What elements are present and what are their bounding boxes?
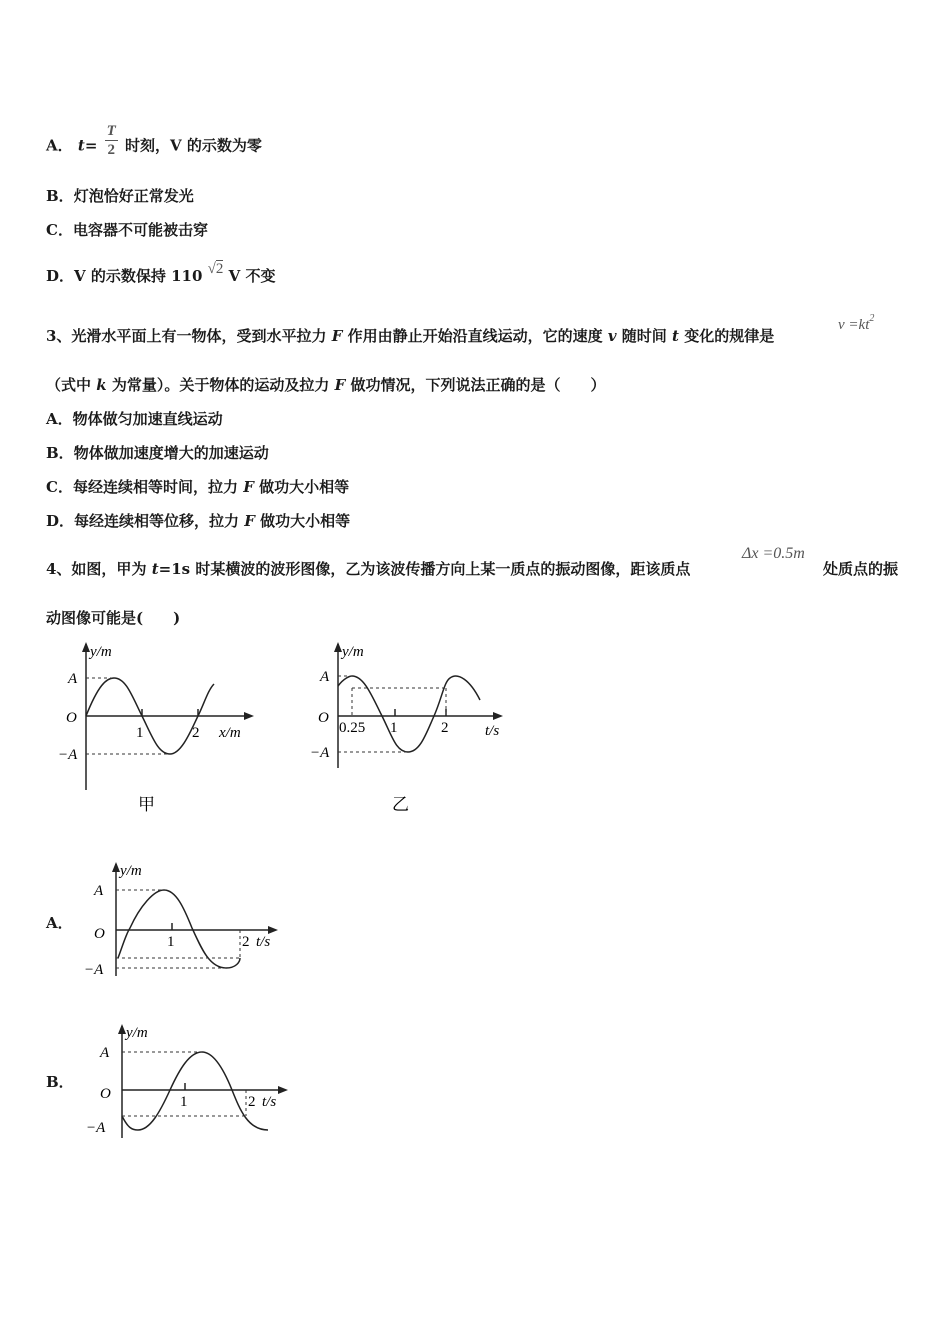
- q4-stem-line1: [46, 559, 690, 579]
- origin-label: O: [318, 710, 329, 726]
- q3-option-b: [46, 443, 269, 463]
- option-text: 每经连续相等位移，拉力: [74, 512, 240, 530]
- delta-x-formula: Δx =0.5m: [742, 545, 805, 562]
- variable-F: F: [244, 512, 255, 530]
- option-text-post: V 不变: [228, 267, 276, 285]
- x-axis-label: x/m: [219, 725, 241, 741]
- y-axis-arrow: [334, 642, 342, 652]
- q2-option-b: [46, 186, 194, 206]
- neg-amplitude-label: −A: [58, 747, 78, 763]
- origin-label: O: [100, 1086, 111, 1102]
- q4-option-a-label: A．: [46, 914, 73, 932]
- fraction-numerator: T: [106, 123, 116, 139]
- q3-stem-text: 做功情况，下列说法正确的是（ ）: [350, 376, 606, 394]
- option-text-pre: V 的示数保持 110: [74, 267, 203, 285]
- q4-stem-line1-end: [823, 559, 898, 579]
- tick-label-2: 2: [192, 725, 200, 741]
- origin-label: O: [66, 710, 77, 726]
- q3-option-d: [46, 511, 350, 531]
- y-axis-arrow: [82, 642, 90, 652]
- option-text: 灯泡恰好正常发光: [73, 187, 194, 205]
- q2-option-d: [46, 261, 276, 287]
- y-axis-arrow: [118, 1024, 126, 1034]
- sqrt-expression: √2: [207, 261, 224, 277]
- variable-t: t: [77, 136, 85, 155]
- q3-option-a: [46, 409, 223, 429]
- tick-label-1: 1: [180, 1094, 188, 1110]
- option-text: 电容器不可能被击穿: [72, 221, 208, 239]
- velocity-formula: [838, 313, 874, 334]
- formula-exponent: 2: [869, 313, 875, 324]
- fraction-denominator: 2: [107, 142, 115, 158]
- vibration-curve: [338, 676, 480, 752]
- y-axis-label: y/m: [120, 863, 142, 879]
- x-axis-arrow: [493, 712, 503, 720]
- formula-base: v =kt: [838, 317, 870, 333]
- option-text: 每经连续相等时间，拉力: [72, 478, 238, 496]
- q2-option-a: [46, 123, 262, 165]
- y-axis-label: y/m: [126, 1025, 148, 1041]
- q4-option-b-label: B．: [46, 1073, 74, 1091]
- option-a-vibration-graph: [80, 858, 290, 983]
- tick-label-025: 0.25: [339, 720, 366, 736]
- x-axis-label: t/s: [256, 934, 271, 950]
- option-text: 时刻，V 的示数为零: [125, 136, 262, 155]
- variable-F: F: [334, 376, 346, 394]
- option-text: 物体做匀加速直线运动: [72, 410, 223, 428]
- q2-option-c: [46, 220, 208, 240]
- tick-label-1: 1: [390, 720, 398, 736]
- x-axis-arrow: [278, 1086, 288, 1094]
- q3-stem-text: 变化的规律是: [684, 327, 775, 345]
- option-label: B．: [46, 187, 74, 205]
- equals-sign: =: [84, 136, 98, 155]
- figure-caption: 甲: [138, 795, 155, 814]
- fraction-t-over-2: [105, 122, 118, 159]
- q4-stem-line2: [46, 608, 180, 628]
- origin-label: O: [94, 926, 105, 942]
- variable-t: t: [672, 327, 679, 345]
- q3-stem-text: 作用由静止开始沿直线运动，它的速度: [347, 327, 603, 345]
- q4-stem-text: 时某横波的波形图像，乙为该波传播方向上某一质点的振动图像，距该质点: [195, 560, 691, 578]
- tick-label-1: 1: [167, 934, 175, 950]
- tick-label-2: 2: [441, 720, 449, 736]
- tick-label-1: 1: [136, 725, 144, 741]
- x-axis-arrow: [268, 926, 278, 934]
- neg-amplitude-label: −A: [84, 962, 104, 978]
- amplitude-label: A: [320, 669, 330, 685]
- x-axis-label: t/s: [485, 723, 500, 739]
- x-axis-label: t/s: [262, 1094, 277, 1110]
- tick-label-2: 2: [248, 1094, 256, 1110]
- variable-t: t: [151, 560, 159, 578]
- q3-option-c: [46, 477, 349, 497]
- option-label: C．: [46, 478, 73, 496]
- neg-amplitude-label: −A: [310, 745, 330, 761]
- q3-stem-text: （式中: [46, 376, 92, 394]
- q3-stem-line1: [46, 326, 774, 346]
- figure-caption: 乙: [392, 795, 409, 814]
- variable-F: F: [331, 327, 343, 345]
- variable-k: k: [96, 376, 107, 394]
- amplitude-label: A: [94, 883, 104, 899]
- sqrt-radicand: 2: [215, 261, 224, 277]
- t-value: =1s: [158, 560, 191, 578]
- q3-stem-text: 3、光滑水平面上有一物体，受到水平拉力: [46, 327, 327, 345]
- option-label: A．: [46, 136, 73, 155]
- variable-F: F: [243, 478, 254, 496]
- option-text: 物体做加速度增大的加速运动: [73, 444, 269, 462]
- option-label: D．: [46, 512, 75, 530]
- x-axis-arrow: [244, 712, 254, 720]
- tick-label-2: 2: [242, 934, 250, 950]
- q3-stem-line2: [46, 375, 606, 395]
- y-axis-label: y/m: [342, 644, 364, 660]
- y-axis-label: y/m: [90, 644, 112, 660]
- amplitude-label: A: [68, 671, 78, 687]
- option-text: 做功大小相等: [260, 512, 351, 530]
- q4-stem-text: 处质点的振: [823, 560, 899, 578]
- variable-v: v: [607, 327, 617, 345]
- figure-jia-waveform: [46, 638, 266, 818]
- q3-stem-text: 随时间: [621, 327, 667, 345]
- option-label: A．: [46, 410, 73, 428]
- option-label: D．: [46, 267, 75, 285]
- q3-stem-text: 为常量）。关于物体的运动及拉力: [111, 376, 330, 394]
- vibration-curve: [118, 890, 240, 968]
- option-label: B．: [46, 444, 74, 462]
- option-b-vibration-graph: [80, 1020, 300, 1145]
- amplitude-label: A: [100, 1045, 110, 1061]
- q4-stem-text: 4、如图，甲为: [46, 560, 147, 578]
- neg-amplitude-label: −A: [86, 1120, 106, 1136]
- option-text: 做功大小相等: [259, 478, 350, 496]
- q4-stem-text: 动图像可能是( ): [46, 609, 181, 627]
- option-label: C．: [46, 221, 73, 239]
- figure-yi-vibration: [300, 638, 520, 818]
- y-axis-arrow: [112, 862, 120, 872]
